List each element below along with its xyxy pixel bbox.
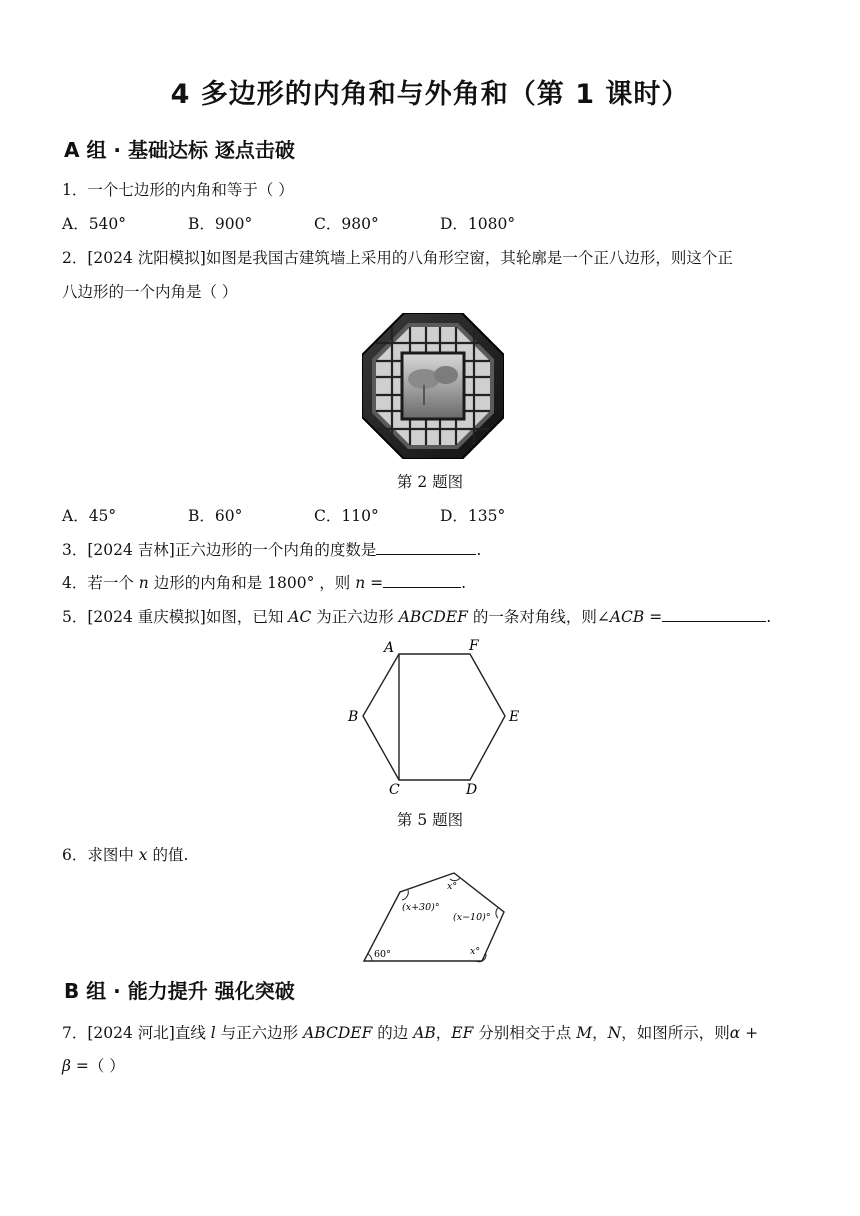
segment-ab: AB (413, 1024, 436, 1042)
question-7-line-1 (62, 1021, 758, 1043)
question-3 (62, 538, 481, 560)
question-5-mid: 为正六边形 (311, 608, 399, 626)
comma: ， (435, 1024, 452, 1042)
var-x: x (138, 846, 148, 864)
octagon-window-figure (362, 313, 504, 459)
angle-label-right: (x−10)° (453, 912, 491, 923)
comma: ， (592, 1024, 608, 1042)
question-5-mid2: 的一条对角线，则∠ (467, 608, 610, 626)
pentagon-figure (360, 870, 506, 964)
var-n: n (355, 574, 366, 592)
q1-option-d: D．1080° (440, 215, 516, 233)
point-m: M (576, 1024, 593, 1042)
question-3-end: . (476, 541, 482, 559)
question-7-end: =（ ） (70, 1057, 125, 1075)
q1-option-b: B．900° (188, 215, 253, 233)
line-l: l (210, 1024, 216, 1042)
q2-option-b: B．60° (188, 507, 243, 525)
plus-sign: + (740, 1024, 759, 1042)
question-6-pre: 6．求图中 (62, 846, 139, 864)
segment-ac: AC (288, 608, 312, 626)
angle-alpha: α (729, 1024, 741, 1042)
page-title: 4 多边形的内角和与外角和（第 1 课时） (170, 79, 690, 110)
question-7-mid4: ，如图所示，则 (621, 1024, 730, 1042)
angle-acb: ACB (609, 608, 645, 626)
question-5-eq: = (644, 608, 663, 626)
q2-option-d: D．135° (440, 507, 506, 525)
hexagon-figure (340, 636, 530, 802)
question-4 (62, 571, 466, 593)
angle-label-left-upper: (x+30)° (402, 902, 440, 913)
figure-2-caption: 第 2 题图 (396, 473, 464, 491)
question-7-pre: 7．[2024 河北]直线 (62, 1024, 211, 1042)
q2-option-a: A．45° (62, 507, 117, 525)
question-4-eq: = (365, 574, 384, 592)
angle-label-bottom-right: x° (470, 946, 481, 957)
question-5-pre: 5．[2024 重庆模拟]如图，已知 (62, 608, 289, 626)
hexagon-name: ABCDEF (303, 1024, 373, 1042)
q1-option-c: C．980° (314, 215, 379, 233)
segment-ef: EF (451, 1024, 474, 1042)
q1-option-a: A．540° (62, 215, 127, 233)
hexagon-name: ABCDEF (398, 608, 468, 626)
question-7-mid: 与正六边形 (215, 1024, 304, 1042)
question-6 (62, 843, 188, 865)
vertex-label-f: F (469, 638, 479, 654)
var-n: n (138, 574, 149, 592)
vertex-label-d: D (466, 782, 478, 798)
point-n: N (607, 1024, 622, 1042)
question-7-mid3: 分别相交于点 (473, 1024, 577, 1042)
question-4-mid: 边形的内角和是 1800° ，则 (148, 574, 356, 592)
vertex-label-b: B (348, 709, 359, 725)
angle-label-top: x° (447, 881, 458, 892)
angle-beta: β (62, 1057, 71, 1075)
section-b-heading: B 组 · 能力提升 强化突破 (64, 979, 295, 1003)
vertex-label-c: C (389, 782, 400, 798)
question-4-pre: 4．若一个 (62, 574, 139, 592)
section-a-heading: A 组 · 基础达标 逐点击破 (64, 138, 295, 162)
answer-blank[interactable] (662, 607, 766, 622)
q2-option-c: C．110° (314, 507, 379, 525)
question-5-end: . (766, 608, 772, 626)
angle-label-bottom-left: 60° (374, 949, 391, 960)
question-6-post: 的值. (147, 846, 189, 864)
question-7-line-2 (62, 1054, 125, 1076)
question-1: 1．一个七边形的内角和等于（ ） (62, 181, 294, 199)
question-7-mid2: 的边 (372, 1024, 414, 1042)
answer-blank[interactable] (376, 540, 476, 555)
answer-blank[interactable] (383, 573, 461, 588)
figure-5-caption: 第 5 题图 (396, 811, 464, 829)
question-3-text: 3．[2024 吉林]正六边形的一个内角的度数是 (62, 541, 377, 559)
question-2-line-1: 2．[2024 沈阳模拟]如图是我国古建筑墙上采用的八角形空窗，其轮廓是一个正八边形，则这个正 (62, 249, 733, 267)
question-4-end: . (461, 574, 467, 592)
vertex-label-a: A (384, 640, 395, 656)
question-5 (62, 605, 771, 627)
question-2-line-2: 八边形的一个内角是（ ） (62, 283, 238, 301)
vertex-label-e: E (509, 709, 520, 725)
